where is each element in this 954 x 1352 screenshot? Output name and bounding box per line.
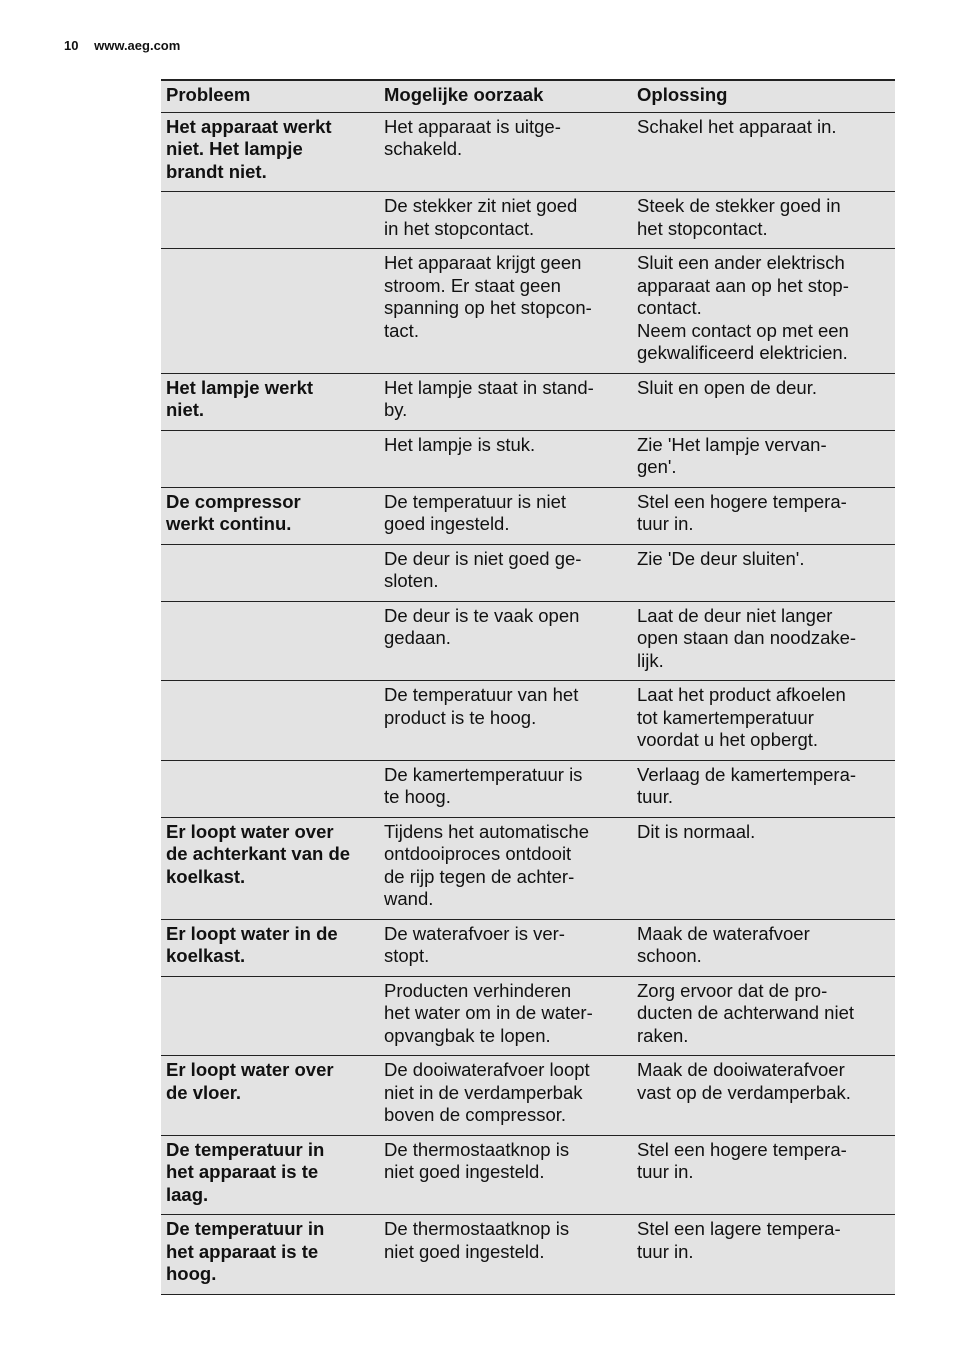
table-row bbox=[161, 976, 895, 1056]
page-number: 10 bbox=[64, 38, 79, 53]
cause-cell: De deur is te vaak open gedaan. bbox=[379, 601, 632, 681]
solution-cell: Stel een hogere tempera- tuur in. bbox=[632, 1135, 895, 1215]
table-row bbox=[161, 1135, 895, 1215]
troubleshooting-table bbox=[161, 79, 895, 1295]
problem-cell: De compressor werkt continu. bbox=[161, 487, 379, 544]
table-row bbox=[161, 430, 895, 487]
solution-cell: Schakel het apparaat in. bbox=[632, 112, 895, 192]
solution-cell: Verlaag de kamertempera- tuur. bbox=[632, 760, 895, 817]
table-row bbox=[161, 373, 895, 430]
table-row bbox=[161, 681, 895, 761]
cause-cell: De thermostaatknop is niet goed ingesteld. bbox=[379, 1135, 632, 1215]
solution-cell: Stel een lagere tempera- tuur in. bbox=[632, 1215, 895, 1295]
problem-cell: Er loopt water in de koelkast. bbox=[161, 919, 379, 976]
solution-cell: Zie 'Het lampje vervan- gen'. bbox=[632, 430, 895, 487]
problem-cell bbox=[161, 681, 379, 761]
cause-cell: Het lampje staat in stand- by. bbox=[379, 373, 632, 430]
table-header-row bbox=[161, 80, 895, 112]
solution-cell: Zorg ervoor dat de pro- ducten de achterwand niet raken. bbox=[632, 976, 895, 1056]
problem-cell: De temperatuur in het apparaat is te hoog. bbox=[161, 1215, 379, 1295]
problem-cell bbox=[161, 544, 379, 601]
cause-cell: Het lampje is stuk. bbox=[379, 430, 632, 487]
column-header-solution: Oplossing bbox=[632, 80, 895, 112]
solution-cell: Dit is normaal. bbox=[632, 817, 895, 919]
solution-cell: Sluit en open de deur. bbox=[632, 373, 895, 430]
problem-cell bbox=[161, 430, 379, 487]
cause-cell: Producten verhinderen het water om in de water- opvangbak te lopen. bbox=[379, 976, 632, 1056]
solution-cell: Stel een hogere tempera- tuur in. bbox=[632, 487, 895, 544]
problem-cell bbox=[161, 601, 379, 681]
problem-cell bbox=[161, 249, 379, 374]
cause-cell: De thermostaatknop is niet goed ingesteld. bbox=[379, 1215, 632, 1295]
solution-cell: Sluit een ander elektrisch apparaat aan op het stop- contact. Neem contact op met een gekwalificeerd elektricien. bbox=[632, 249, 895, 374]
cause-cell: Het apparaat krijgt geen stroom. Er staat geen spanning op het stopcon- tact. bbox=[379, 249, 632, 374]
cause-cell: Het apparaat is uitge- schakeld. bbox=[379, 112, 632, 192]
page-header bbox=[64, 38, 180, 53]
cause-cell: De temperatuur van het product is te hoog. bbox=[379, 681, 632, 761]
solution-cell: Laat het product afkoelen tot kamertemperatuur voordat u het opbergt. bbox=[632, 681, 895, 761]
cause-cell: De stekker zit niet goed in het stopcontact. bbox=[379, 192, 632, 249]
table-row bbox=[161, 192, 895, 249]
cause-cell: De dooiwaterafvoer loopt niet in de verdamperbak boven de compressor. bbox=[379, 1056, 632, 1136]
table-row bbox=[161, 817, 895, 919]
table-row bbox=[161, 487, 895, 544]
problem-cell: Het apparaat werkt niet. Het lampje brandt niet. bbox=[161, 112, 379, 192]
website-url: www.aeg.com bbox=[94, 38, 181, 53]
cause-cell: Tijdens het automatische ontdooiproces ontdooit de rijp tegen de achter- wand. bbox=[379, 817, 632, 919]
problem-cell bbox=[161, 760, 379, 817]
table-row bbox=[161, 544, 895, 601]
table-row bbox=[161, 249, 895, 374]
problem-cell: Er loopt water over de achterkant van de koelkast. bbox=[161, 817, 379, 919]
solution-cell: Maak de dooiwaterafvoer vast op de verdamperbak. bbox=[632, 1056, 895, 1136]
table-row bbox=[161, 1056, 895, 1136]
table-row bbox=[161, 601, 895, 681]
solution-cell: Maak de waterafvoer schoon. bbox=[632, 919, 895, 976]
solution-cell: Laat de deur niet langer open staan dan noodzake- lijk. bbox=[632, 601, 895, 681]
table-body bbox=[161, 112, 895, 1294]
problem-cell: Er loopt water over de vloer. bbox=[161, 1056, 379, 1136]
column-header-problem: Probleem bbox=[161, 80, 379, 112]
table-row bbox=[161, 919, 895, 976]
cause-cell: De kamertemperatuur is te hoog. bbox=[379, 760, 632, 817]
problem-cell bbox=[161, 192, 379, 249]
problem-cell: Het lampje werkt niet. bbox=[161, 373, 379, 430]
cause-cell: De deur is niet goed ge- sloten. bbox=[379, 544, 632, 601]
problem-cell bbox=[161, 976, 379, 1056]
column-header-cause: Mogelijke oorzaak bbox=[379, 80, 632, 112]
table-row bbox=[161, 760, 895, 817]
table-row bbox=[161, 1215, 895, 1295]
cause-cell: De waterafvoer is ver- stopt. bbox=[379, 919, 632, 976]
table-row bbox=[161, 112, 895, 192]
cause-cell: De temperatuur is niet goed ingesteld. bbox=[379, 487, 632, 544]
problem-cell: De temperatuur in het apparaat is te laag. bbox=[161, 1135, 379, 1215]
solution-cell: Steek de stekker goed in het stopcontact. bbox=[632, 192, 895, 249]
solution-cell: Zie 'De deur sluiten'. bbox=[632, 544, 895, 601]
